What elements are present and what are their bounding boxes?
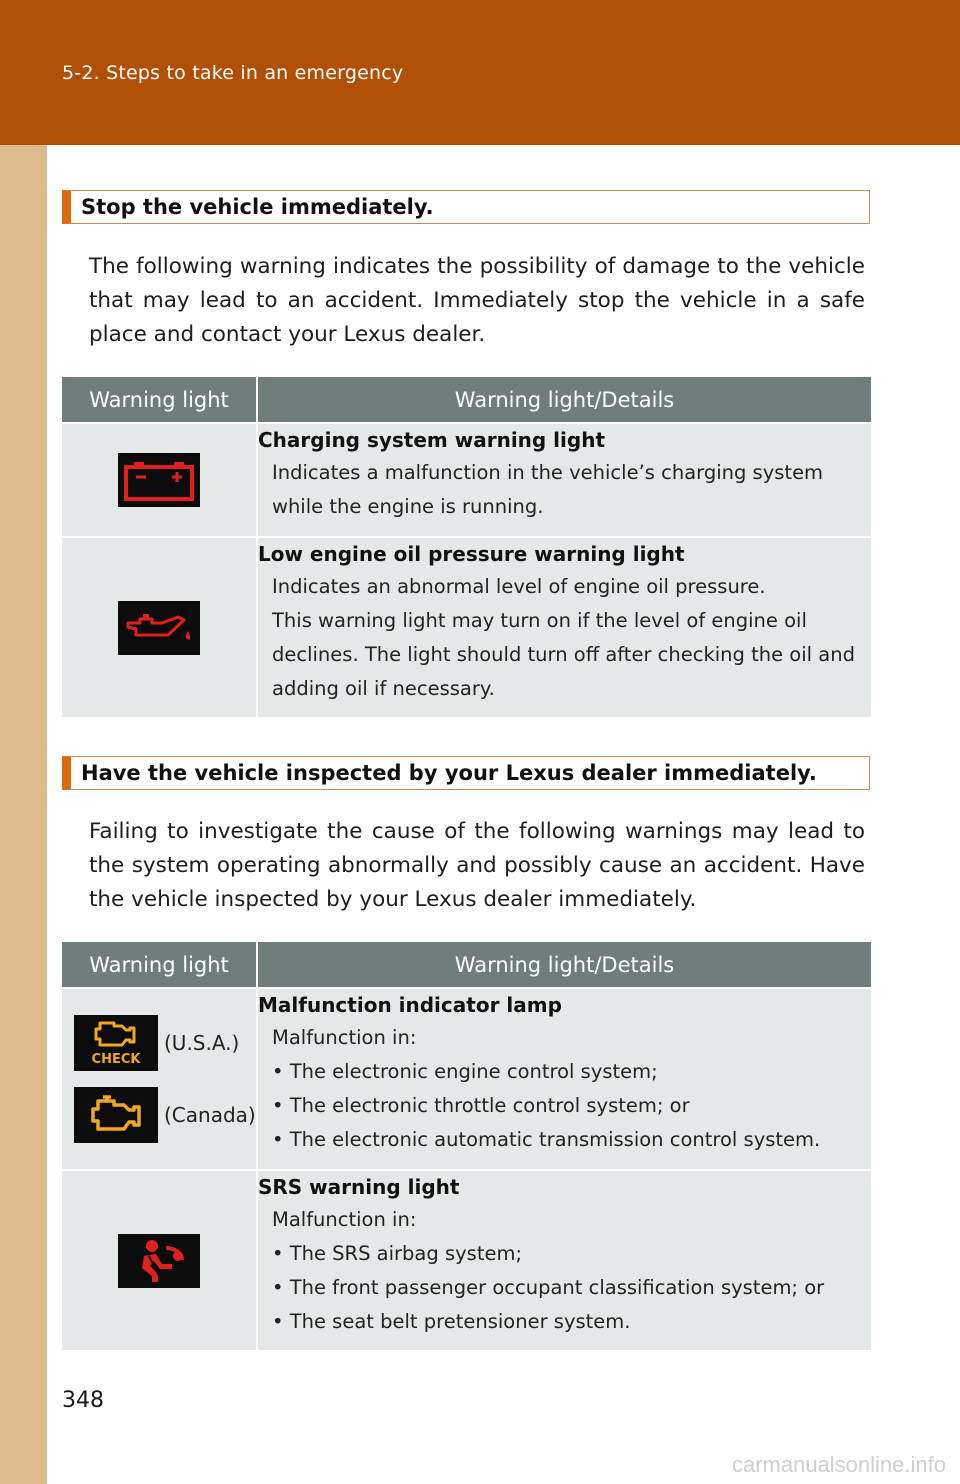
item-title: Malfunction indicator lamp <box>258 993 562 1017</box>
item-line: declines. The light should turn off after checking the oil and <box>272 643 855 666</box>
table-row <box>62 988 871 1170</box>
section-intro-inspect: Failing to investigate the cause of the following warnings may lead to the system operating abnormally and possibly cause an accident. Have the vehicle inspected by your Lexus dealer immediately. <box>89 819 865 912</box>
svg-text:CHECK: CHECK <box>91 1052 141 1067</box>
item-line: adding oil if necessary. <box>272 677 495 700</box>
column-header-warning-light: Warning light <box>62 377 257 423</box>
table-row <box>62 1170 871 1350</box>
srs-airbag-icon <box>118 1234 200 1288</box>
column-header-warning-light: Warning light <box>62 942 257 988</box>
section-intro-stop: The following warning indicates the possibility of damage to the vehicle that may lead to an accident. Immediately stop the vehicle in a safe place and contact your Lexus dealer. <box>89 254 865 347</box>
icon-cell <box>62 1170 257 1350</box>
side-tab-strip <box>0 145 47 1484</box>
item-line: This warning light may turn on if the level of engine oil <box>272 609 807 632</box>
item-line: while the engine is running. <box>272 495 544 518</box>
column-header-details: Warning light/Details <box>257 942 871 988</box>
list-item: • The front passenger occupant classification system; or <box>272 1276 825 1299</box>
list-item: • The seat belt pretensioner system. <box>272 1310 631 1333</box>
icon-cell <box>62 423 257 537</box>
details-cell <box>257 1170 871 1350</box>
item-line: Indicates a malfunction in the vehicle’s charging system <box>272 461 824 484</box>
battery-charging-icon <box>118 453 200 507</box>
list-item: • The electronic engine control system; <box>272 1060 658 1083</box>
item-title: SRS warning light <box>258 1175 460 1199</box>
icon-cell <box>62 988 257 1170</box>
list-item: • The electronic automatic transmission control system. <box>272 1128 821 1151</box>
engine-check-icon <box>74 1015 158 1071</box>
region-label-canada: (Canada) <box>164 1103 256 1127</box>
table-row <box>62 537 871 717</box>
item-title: Low engine oil pressure warning light <box>258 542 685 566</box>
item-line: Malfunction in: <box>272 1208 417 1231</box>
details-cell <box>257 988 871 1170</box>
item-title: Charging system warning light <box>258 428 606 452</box>
breadcrumb: 5-2. Steps to take in an emergency <box>62 62 404 84</box>
details-cell <box>257 423 871 537</box>
watermark: carmanualsonline.info <box>731 1452 946 1477</box>
icon-cell <box>62 537 257 717</box>
warning-table-stop <box>62 377 871 717</box>
item-line: Malfunction in: <box>272 1026 417 1049</box>
engine-icon <box>74 1087 158 1143</box>
table-row <box>62 423 871 537</box>
icon-pair-canada <box>62 1087 256 1143</box>
column-header-details: Warning light/Details <box>257 377 871 423</box>
icon-pair-usa <box>62 1015 256 1071</box>
section-heading-inspect: Have the vehicle inspected by your Lexus dealer immediately. <box>62 756 870 790</box>
page-number: 348 <box>62 1388 104 1413</box>
list-item: • The SRS airbag system; <box>272 1242 523 1265</box>
list-item: • The electronic throttle control system; or <box>272 1094 690 1117</box>
item-line: Indicates an abnormal level of engine oil pressure. <box>272 575 766 598</box>
section-heading-stop: Stop the vehicle immediately. <box>62 190 870 224</box>
details-cell <box>257 537 871 717</box>
region-label-usa: (U.S.A.) <box>164 1031 240 1055</box>
warning-table-inspect <box>62 942 871 1350</box>
oil-can-icon <box>118 601 200 655</box>
